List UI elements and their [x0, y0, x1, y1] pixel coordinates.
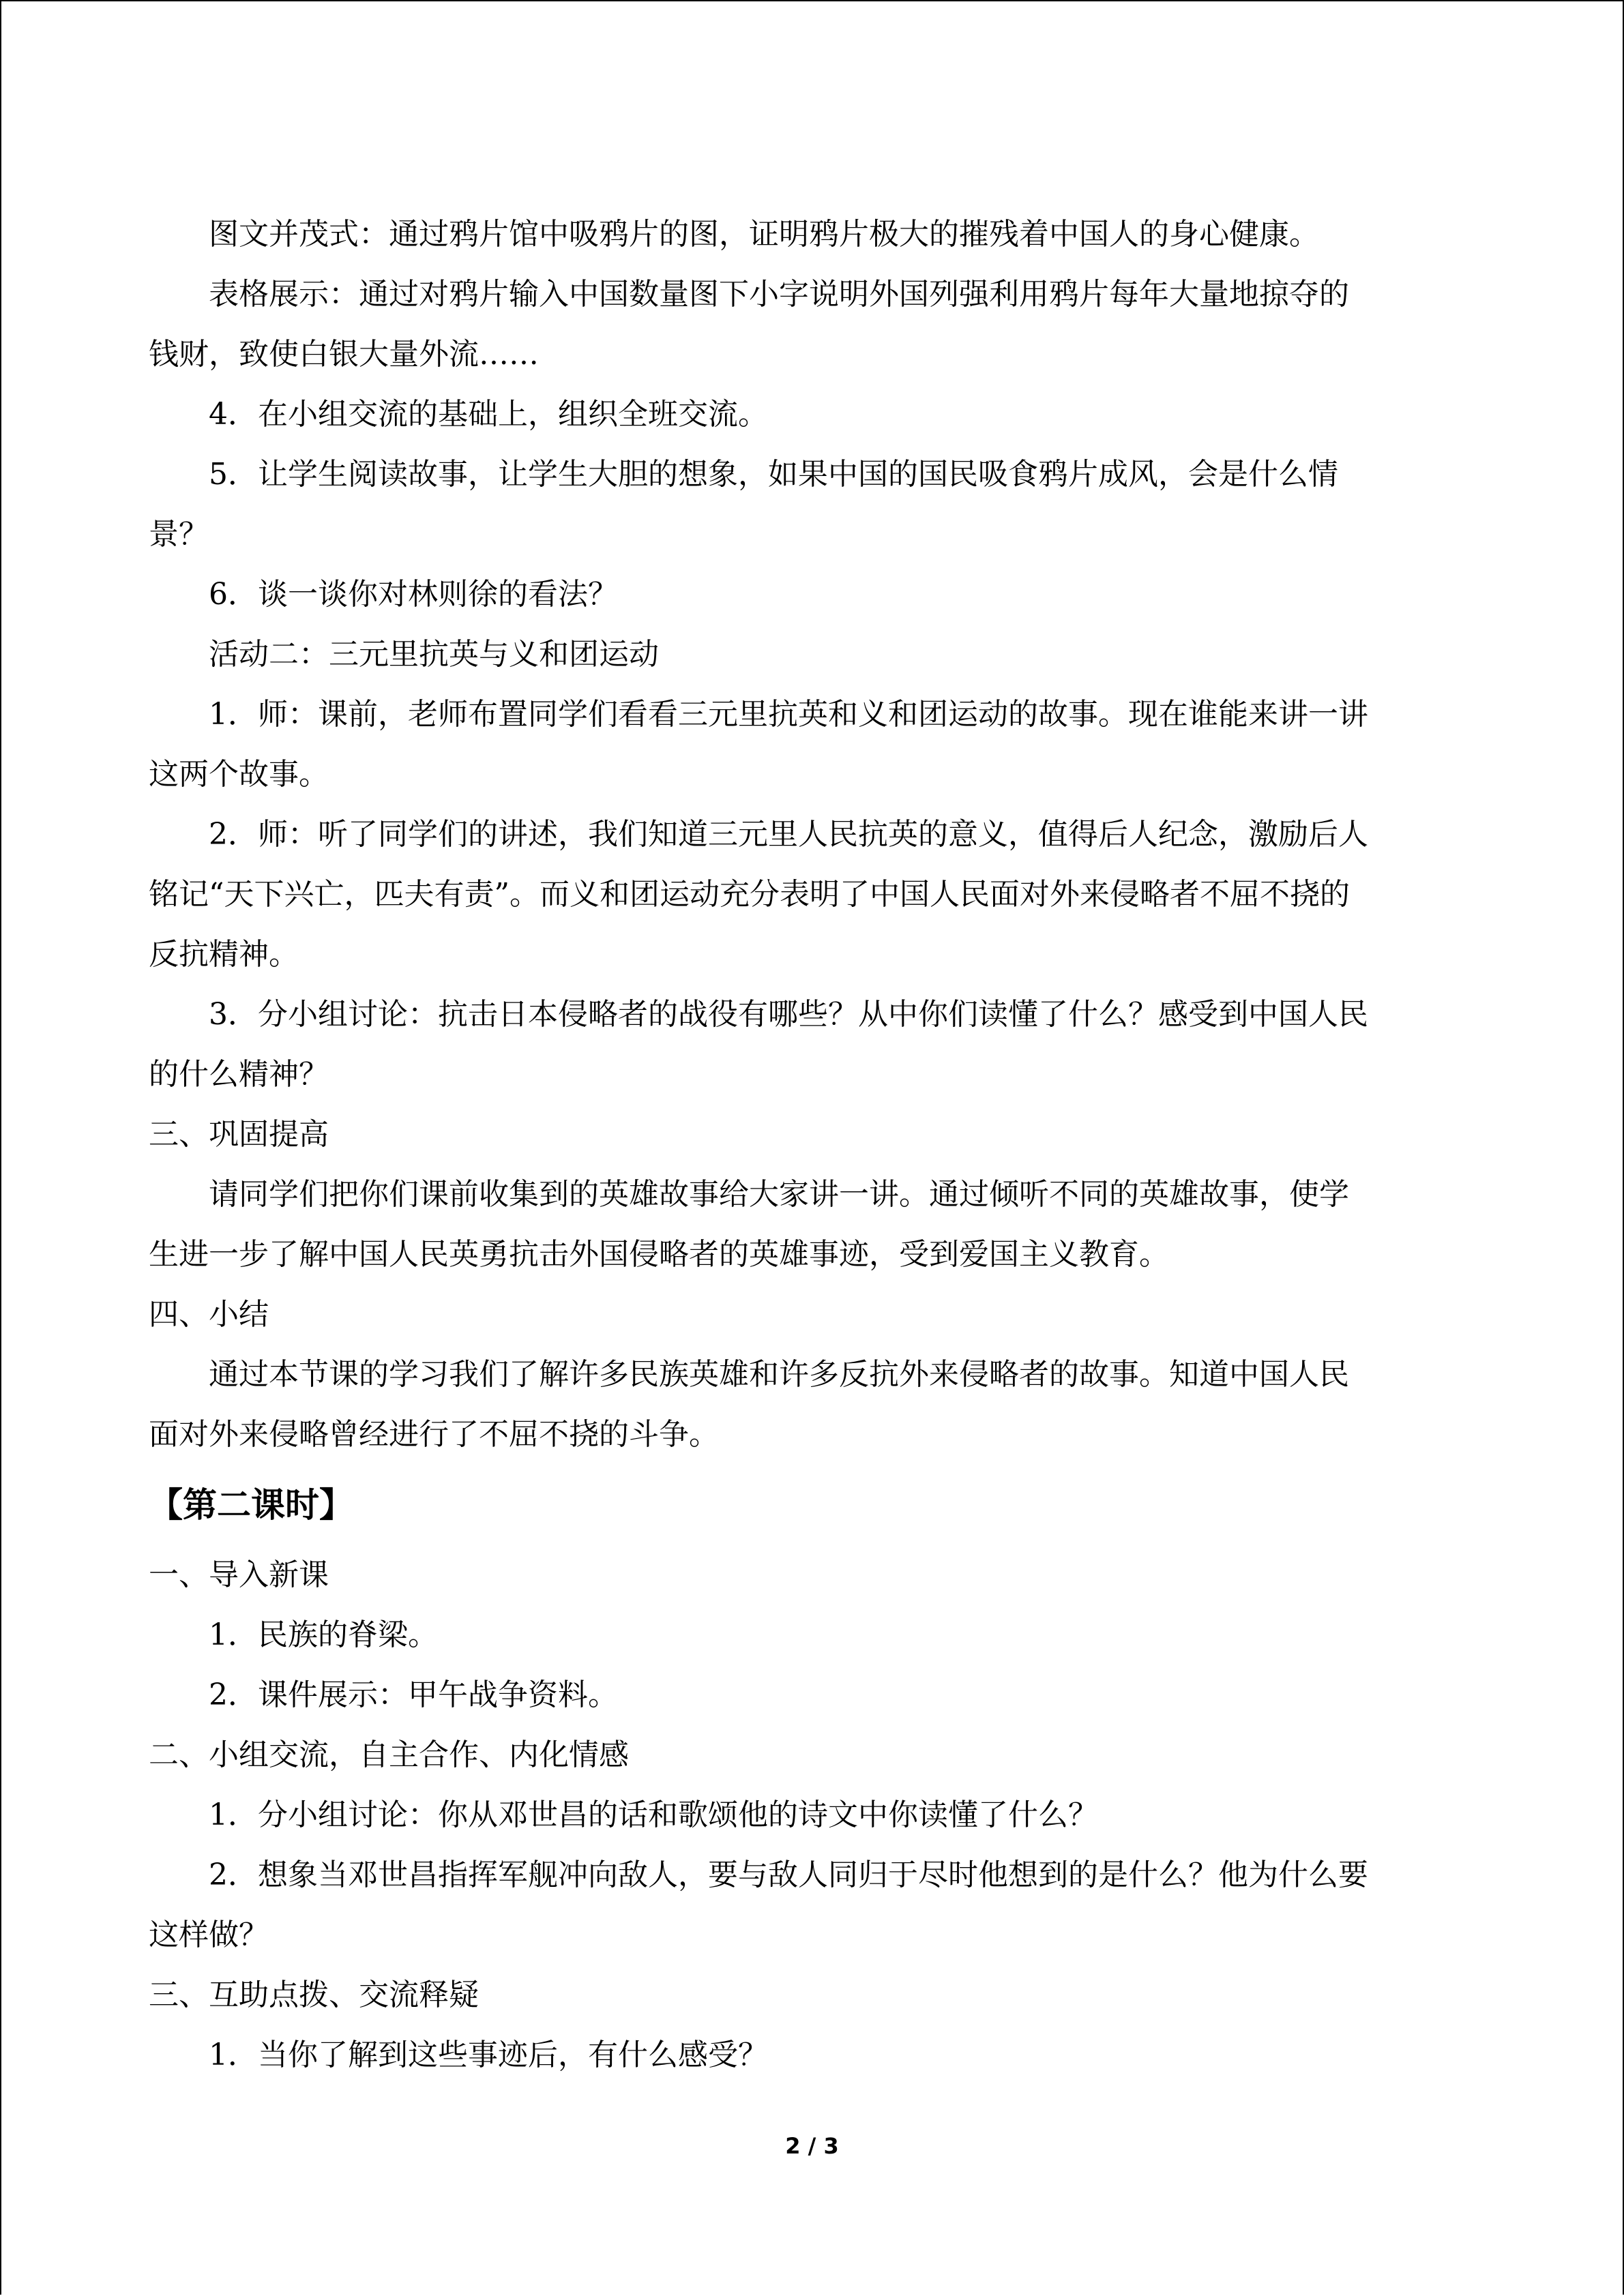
text-line: 5．让学生阅读故事，让学生大胆的想象，如果中国的国民吸食鸦片成风，会是什么情: [209, 457, 1338, 492]
list-item: 1．当你了解到这些事迹后，有什么感受？: [209, 2038, 768, 2072]
paragraph-step-4: [149, 385, 1475, 445]
text-line: 2．师：听了同学们的讲述，我们知道三元里人民抗英的意义，值得后人纪念，激励后人: [209, 817, 1368, 852]
section-heading-consolidate: 三、巩固提高: [149, 1117, 329, 1152]
text-line: 活动二：三元里抗英与义和团运动: [209, 637, 659, 672]
lesson-2-title: 【第二课时】: [149, 1485, 353, 1525]
paragraph-consolidate: [149, 1165, 1475, 1285]
text-line: 这两个故事。: [149, 757, 329, 792]
text-line: 请同学们把你们课前收集到的英雄故事给大家讲一讲。通过倾听不同的英雄故事，使学: [209, 1177, 1349, 1212]
text-line: 6．谈一谈你对林则徐的看法？: [209, 577, 618, 612]
text-line: 表格展示：通过对鸦片输入中国数量图下小字说明外国列强利用鸦片每年大量地掠夺的: [209, 277, 1349, 312]
paragraph-summary: [149, 1345, 1475, 1465]
text-line: 4．在小组交流的基础上，组织全班交流。: [209, 397, 768, 432]
list-item: 1．分小组讨论：你从邓世昌的话和歌颂他的诗文中你读懂了什么？: [209, 1798, 1098, 1832]
list-item: 1．民族的脊梁。: [209, 1617, 438, 1652]
paragraph-activity-2-step-2: [149, 805, 1475, 985]
text-line: 1．师：课前，老师布置同学们看看三元里抗英和义和团运动的故事。现在谁能来讲一讲: [209, 697, 1368, 732]
list-item: 2．课件展示：甲午战争资料。: [209, 1678, 618, 1712]
paragraph-activity-2: [149, 625, 1475, 685]
page-number: 2 / 3: [785, 2133, 839, 2159]
paragraph-illustration: [149, 205, 1475, 265]
paragraph-table-display: [149, 265, 1475, 385]
paragraph-activity-2-step-3: [149, 985, 1475, 1105]
text-line: 铭记“天下兴亡，匹夫有责”。而义和团运动充分表明了中国人民面对外来侵略者不屈不挠的: [149, 877, 1350, 912]
text-line: 2．想象当邓世昌指挥军舰冲向敌人，要与敌人同归于尽时他想到的是什么？他为什么要: [209, 1858, 1368, 1892]
section-heading-group-exchange: 二、小组交流，自主合作、内化情感: [149, 1738, 629, 1772]
text-line: 面对外来侵略曾经进行了不屈不挠的斗争。: [149, 1417, 719, 1452]
paragraph-step-5: [149, 445, 1475, 565]
paragraph-deng-shichang: [149, 1845, 1475, 1965]
text-line: 这样做？: [149, 1918, 269, 1952]
paragraph-step-6: [149, 565, 1475, 625]
section-heading-intro: 一、导入新课: [149, 1557, 329, 1592]
text-line: 生进一步了解中国人民英勇抗击外国侵略者的英雄事迹，受到爱国主义教育。: [149, 1237, 1169, 1272]
section-heading-summary: 四、小结: [149, 1297, 269, 1332]
text-line: 通过本节课的学习我们了解许多民族英雄和许多反抗外来侵略者的故事。知道中国人民: [209, 1357, 1349, 1392]
document-body: [149, 205, 1475, 2085]
text-line: 反抗精神。: [149, 937, 299, 972]
text-line: 的什么精神？: [149, 1057, 329, 1092]
text-line: 图文并茂式：通过鸦片馆中吸鸦片的图，证明鸦片极大的摧残着中国人的身心健康。: [209, 217, 1319, 252]
text-line: 3．分小组讨论：抗击日本侵略者的战役有哪些？从中你们读懂了什么？感受到中国人民: [209, 997, 1368, 1032]
text-line: 景？: [149, 517, 209, 552]
text-line: 钱财，致使白银大量外流……: [149, 337, 539, 372]
section-heading-mutual-help: 三、互助点拨、交流释疑: [149, 1978, 479, 2012]
paragraph-activity-2-step-1: [149, 685, 1475, 805]
